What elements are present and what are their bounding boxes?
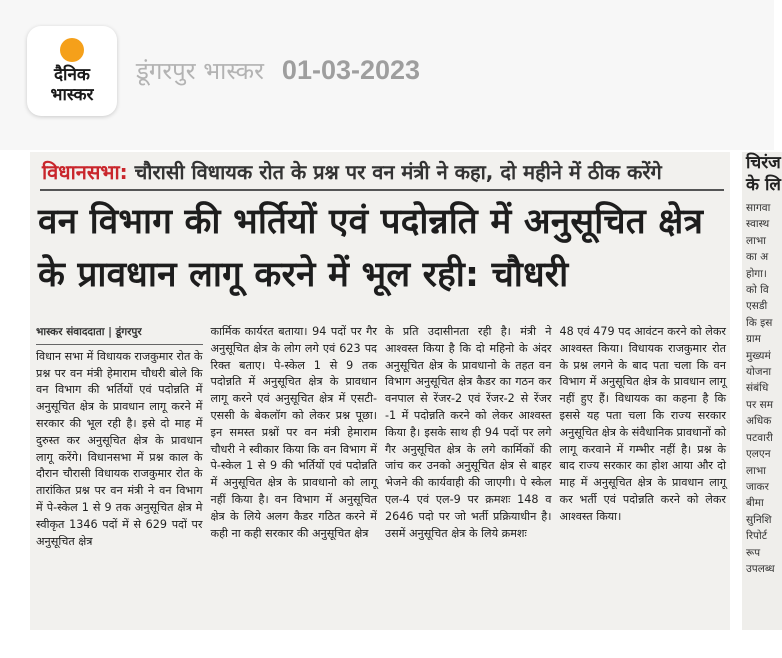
side-text-line: एसडी [746,300,768,313]
column-text: 48 एवं 479 पद आवंटन करने को लेकर आश्वस्त किया। विधायक राजकुमार रोत के प्रश्न लगने के बाद पता चला कि वन विभाग में अनुसूचित क्षेत्र के प्रावधान लागू नहीं हुए हैं। विधायक का कहना है कि इससे यह पता चला कि राज्य सरकार अनुसूचित क्षेत्र के संवैधानिक प्रावधानों को लागू करवाने में गम्भीर नहीं है। प्रश्न के बाद राज्य सरकार का होश आया और दो माह में अनुसूचित क्षेत्र के प्रावधान लागू कर भर्ती एवं पदोन्नति करने को लेकर आश्वस्त किया। [559,325,726,523]
side-headline [742,152,782,196]
side-text-line: पर सम [746,398,773,411]
side-text-line: रूप [746,546,761,559]
logo-line1: दैनिक [54,65,90,85]
side-text-line: सागवा [746,202,771,214]
article-body [36,324,726,628]
side-text-line: बीमा [746,497,764,510]
side-text-line: लाभा [746,234,766,247]
side-clipping [742,152,782,630]
column-text: कार्मिक कार्यरत बताया। 94 पदों पर गैर अनुसूचित क्षेत्र के लोग लगे एवं 623 पद रिक्त बताए। पे-स्केल 1 से 9 तक पदोन्नति में अनुसूचित क्षेत्र के प्रावधान लागू करने एवं अनुसूचित क्षेत्र में एसटी-एससी के बेकलॉग को लेकर प्रश्न पूछा। इन समस्त प्रश्नों पर वन मंत्री हेमाराम चौधरी ने स्वीकार किया कि वन विभाग में पे-स्केल 1 से 9 की भर्तियों एवं पदोन्नति में अनुसूचित क्षेत्र के प्रावधानो को लागू नहीं किया है। वन विभाग में अनुसूचित क्षेत्र के लिये अलग कैडर गठित करने में कही ना कही सरकार की अनुसूचित क्षेत्र [210,325,377,540]
side-text-line: कि इस [746,316,773,329]
bhaskar-logo [27,26,117,116]
side-text-line: उपलब्ध [746,562,775,575]
side-text-line: पटवारी [746,431,773,444]
side-text-line: ग्राम [746,333,761,346]
side-text-line: होगा। [746,267,767,280]
side-text-line: सुनिशि [746,513,772,526]
column-text: विधान सभा में विधायक राजकुमार रोत के प्रश्न पर वन मंत्री हेमाराम चौधरी बोले कि वन विभाग की भर्तियों एवं पदोन्नति में अनुसूचित क्षेत्र के प्रावधान लागू करने में सरकार की भूल रही है। इसे दो माह में दुरुस्त कर अनुसूचित क्षेत्र के प्रावधान लागू करेंगे। विधानसभा में प्रश्न काल के दौरान चौरासी विधायक राजकुमार रोत के तारांकित प्रश्न पर वन मंत्री ने वन विभाग में पे-स्केल 1 से 9 तक अनुसूचित क्षेत्र मे स्वीकृत 1346 पदों में से 629 पदों पर अनुसूचित क्षेत्र [36,349,203,548]
side-headline-line: के लि [746,175,781,195]
article-column-4 [560,324,727,628]
side-text-line: स्वास्थ [746,218,770,231]
side-text-line: रिपोर्ट [746,530,767,543]
edition-name: डूंगरपुर भास्कर [136,57,264,85]
side-text-line: मुख्यमं [746,349,771,362]
sun-logo-icon [60,38,84,62]
column-text: के प्रति उदासीनता रही है। मंत्री ने आश्वस्त किया है कि दो महिनो के अंदर अनुसूचित क्षेत्र के प्रावधानो के तहत वन विभाग अनुसूचित क्षेत्र कैडर का गठन कर वनपाल से रेंजर-2 एवं रेंजर-2 से रेंजर -1 में पदोन्नति करने को लेकर आश्वस्त किया है। इसके साथ ही 94 पदों पर लगे गैर अनुसूचित क्षेत्र के लगे कार्मिकों की जांच कर उनको अनुसूचित क्षेत्र से बाहर भेजने की कार्यवाही की जाएगी। पे स्केल एल-4 एवं एल-9 पर क्रमशः 148 व 2646 पदो पर जो भर्ती प्रक्रियाधीन है। उसमें अनुसूचित क्षेत्र के लिये क्रमशः [385,325,552,540]
article-column-2 [211,324,378,628]
side-text-line: जाकर [746,480,769,493]
headline: वन विभाग की भर्तियों एवं पदोन्नति में अनुसूचित क्षेत्र के प्रावधान लागू करने में भूल रही: चौधरी [38,202,704,295]
article-column-3 [385,324,552,628]
kicker [42,158,722,185]
side-text-line: एलएन [746,448,771,461]
article-column-1 [36,324,203,628]
kicker-label: विधानसभा: [42,160,128,184]
edition-date: 01-03-2023 [281,55,421,85]
edition-info [136,54,420,87]
side-headline-line: चिरंज [746,153,781,173]
side-text [742,200,782,577]
side-text-line: का अ [746,251,769,264]
edition-banner [0,0,774,150]
kicker-text: चौरासी विधायक रोत के प्रश्न पर वन मंत्री ने कहा, दो महीने में ठीक करेंगे [127,160,662,184]
side-text-line: अधिक [746,415,772,428]
side-text-line: को वि [746,284,769,297]
side-text-line: लाभा [746,464,766,477]
logo-line2: भास्कर [50,85,94,105]
news-clipping [30,152,730,630]
byline: भास्कर संवाददाता | डूंगरपुर [36,324,203,345]
side-text-line: संबंधि [746,382,769,395]
kicker-divider [40,189,724,191]
side-text-line: योजना [746,366,772,379]
